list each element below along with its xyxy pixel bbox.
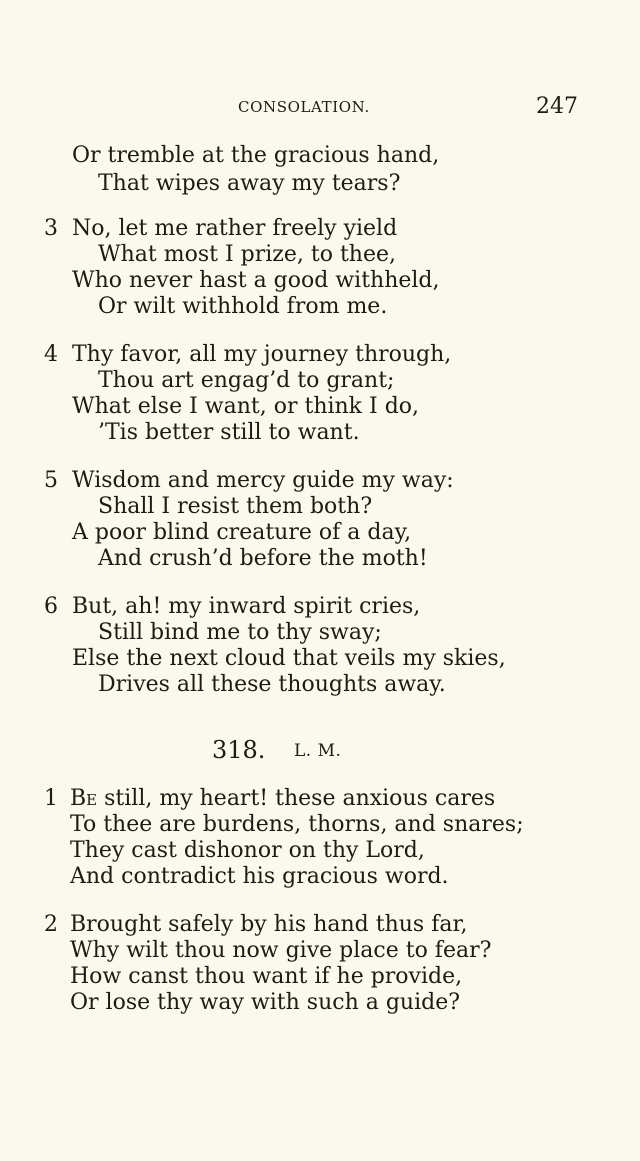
- verse-line: Who never hast a good withheld,: [72, 268, 440, 293]
- verse-line: Or lose thy way with such a guide?: [70, 990, 461, 1015]
- verse-line: What most I prize, to thee,: [98, 242, 396, 267]
- verse-line: ’Tis better still to want.: [98, 420, 360, 445]
- verse-line: They cast dishonor on thy Lord,: [70, 838, 425, 863]
- verse-line: To thee are burdens, thorns, and snares;: [70, 812, 524, 837]
- verse-line: Shall I resist them both?: [98, 494, 373, 519]
- verse-line: A poor blind creature of a day,: [72, 520, 412, 545]
- verse-line: Else the next cloud that veils my skies,: [72, 646, 506, 671]
- verse-line: How canst thou want if he provide,: [70, 964, 463, 989]
- verse-line: Thy favor, all my journey through,: [72, 342, 452, 367]
- running-head: CONSOLATION.: [238, 98, 370, 116]
- verse-line: Thou art engag’d to grant;: [98, 368, 395, 393]
- hymn-meter: L. M.: [294, 741, 342, 761]
- verse-line: Or wilt withhold from me.: [98, 294, 388, 319]
- verse-line: Brought safely by his hand thus far,: [70, 912, 468, 937]
- verse-line: But, ah! my inward spirit cries,: [72, 594, 421, 619]
- stanza-number: 6: [44, 594, 58, 619]
- first-line-rest: still, my heart! these anxious cares: [97, 786, 496, 811]
- verse-line: Or tremble at the gracious hand,: [72, 143, 440, 168]
- verse-line: [70, 786, 495, 812]
- stanza-number: 5: [44, 468, 58, 493]
- verse-line: Drives all these thoughts away.: [98, 672, 446, 697]
- page-number: 247: [536, 94, 578, 119]
- verse-line: And crush’d before the moth!: [98, 546, 428, 571]
- verse-line: That wipes away my tears?: [98, 171, 401, 196]
- hymn-number: 318.: [212, 736, 266, 764]
- verse-line: What else I want, or think I do,: [72, 394, 420, 419]
- stanza-number: 4: [44, 342, 58, 367]
- verse-line: Why wilt thou now give place to fear?: [70, 938, 492, 963]
- stanza-number: 2: [44, 912, 58, 937]
- verse-line: Wisdom and mercy guide my way:: [72, 468, 454, 493]
- stanza-number: 3: [44, 216, 58, 241]
- stanza-number: 1: [44, 786, 58, 811]
- verse-line: No, let me rather freely yield: [72, 216, 398, 241]
- verse-line: Still bind me to thy sway;: [98, 620, 382, 645]
- verse-line: And contradict his gracious word.: [70, 864, 449, 889]
- first-word: Be: [70, 786, 98, 811]
